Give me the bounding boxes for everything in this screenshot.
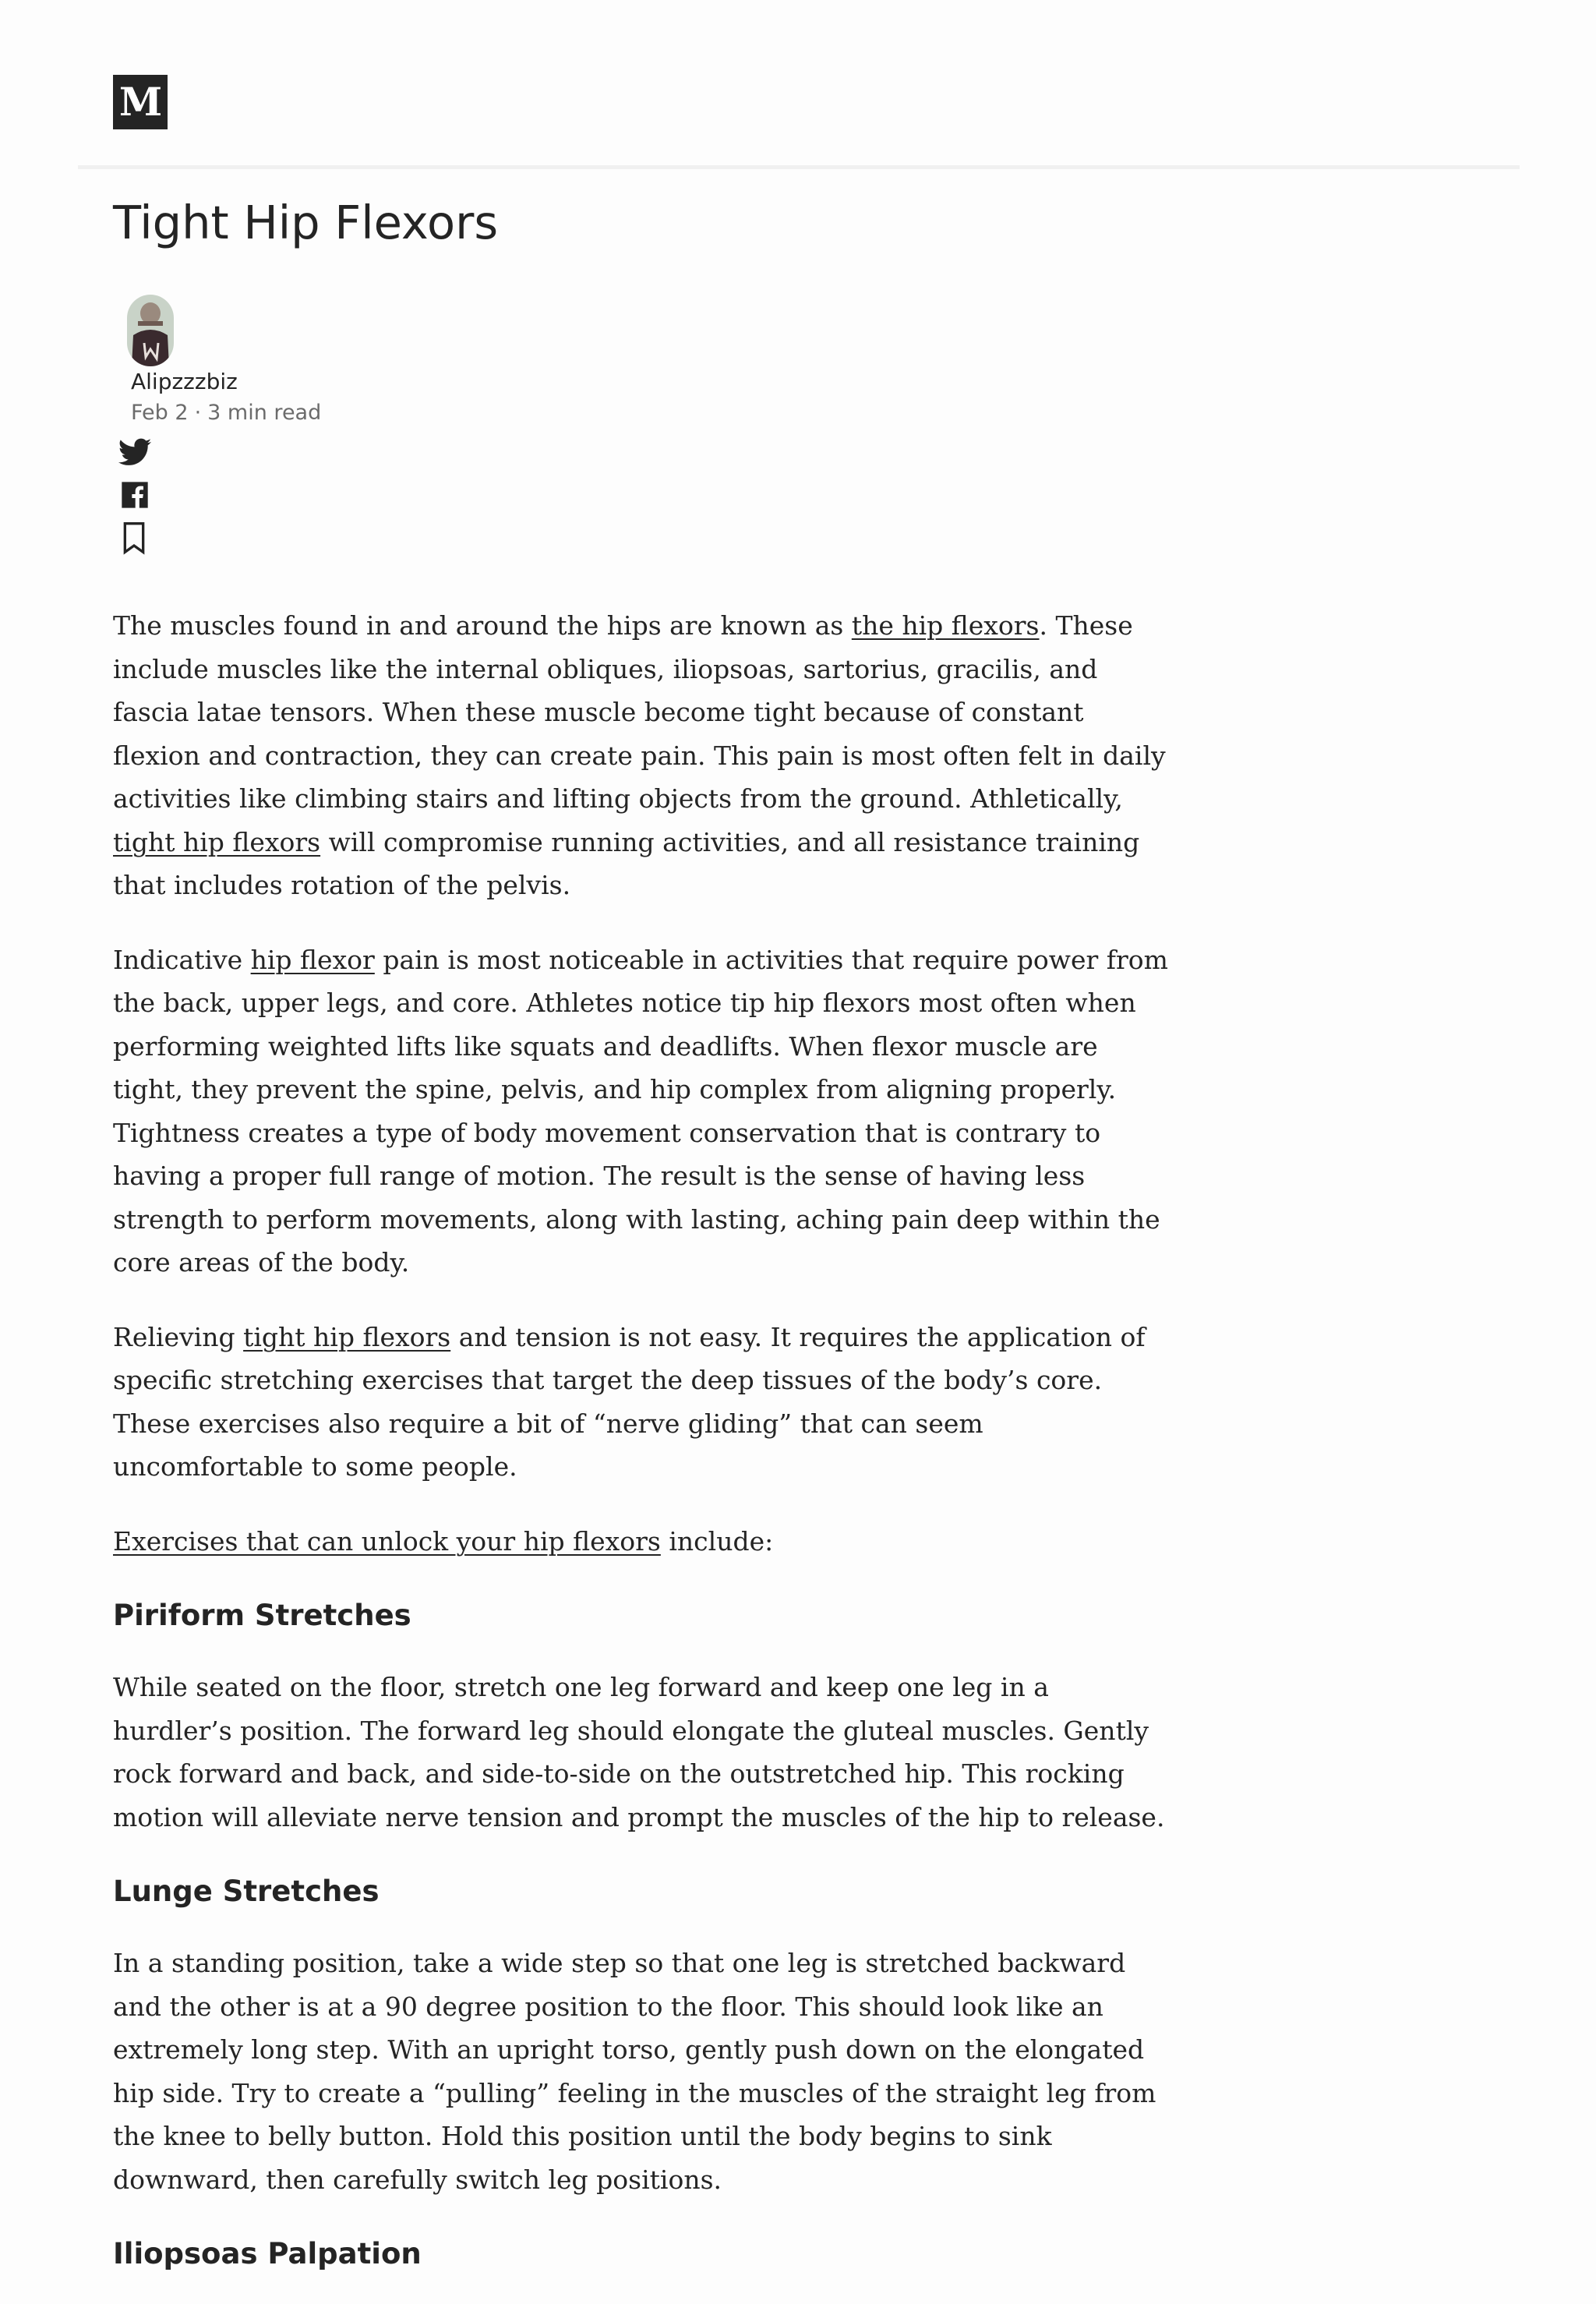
paragraph: [113, 1520, 1173, 1564]
read-time: 3 min read: [207, 401, 322, 425]
paragraph-text: . These include muscles like the internal obliques, iliopsoas, sartorius, gracilis, and fascia latae tensors. When these muscle become tight because of constant flexion and contraction, they can create pain. This pain is most often felt in daily activities like climbing stairs and lifting objects from the ground. Athletically,: [113, 610, 1166, 814]
paragraph-text: Indicative: [113, 944, 251, 975]
post-date: Feb 2: [131, 401, 189, 425]
paragraph: While seated on the floor, stretch one leg forward and keep one leg in a hurdler’s position. The forward leg should elongate the gluteal muscles. Gently rock forward and back, and side-to-side on the outstretched hip. This rocking motion will alleviate nerve tension and prompt the muscles of the hip to release.: [113, 1672, 1165, 1832]
avatar-image: [127, 295, 174, 366]
link-exercises[interactable]: Exercises that can unlock your hip flexors: [113, 1525, 661, 1557]
paragraph-text: The muscles found in and around the hips are known as: [113, 610, 852, 641]
author-name[interactable]: Alipzzzbiz: [131, 369, 238, 394]
article-title: Tight Hip Flexors: [113, 196, 499, 249]
paragraph-text: Relieving: [113, 1321, 244, 1352]
paragraph: [113, 938, 1173, 1285]
paragraph-text: pain is most noticeable in activities that require power from the back, upper legs, and core. Athletes notice tip hip flexors most often when performing weighted lifts like squats and deadlifts. When flexor muscle are tight, they prevent the spine, pelvis, and hip complex from aligning properly. Tightness creates a type of body movement conservation that is contrary to having a proper full range of motion. The result is the sense of having less strength to perform movements, along with lasting, aching pain deep within the core areas of the body.: [113, 944, 1168, 1277]
site-header: [78, 0, 1520, 169]
meta-separator: ·: [194, 401, 202, 425]
section-heading: Piriform Stretches: [113, 1599, 411, 1632]
twitter-icon[interactable]: [117, 435, 153, 471]
post-meta: [131, 399, 321, 427]
medium-logo[interactable]: M: [113, 75, 168, 129]
paragraph-text: and tension is not easy. It requires the application of specific stretching exercises that target the deep tissues of the body’s core. These exercises also require a bit of “nerve gliding” that can seem uncomfortable to some people.: [113, 1321, 1146, 1482]
link-tight-hip-flexors[interactable]: tight hip flexors: [113, 826, 321, 857]
section-heading: Lunge Stretches: [113, 1875, 380, 1908]
paragraph-text: include:: [660, 1525, 774, 1557]
paragraph: [113, 604, 1173, 907]
link-hip-flexors[interactable]: the hip flexors: [851, 610, 1040, 641]
link-hip-flexor[interactable]: hip flexor: [250, 944, 375, 975]
bookmark-icon[interactable]: [118, 521, 150, 555]
article-body: [113, 604, 1173, 2304]
author-avatar[interactable]: [127, 295, 174, 366]
paragraph: [113, 1316, 1173, 1489]
paragraph: In a standing position, take a wide step so that one leg is stretched backward and the other is at a 90 degree position to the floor. This should look like an extremely long step. With an upright torso, gently push down on the elongated hip side. Try to create a “pulling” feeling in the muscles of the straight leg from the knee to belly button. Hold this position until the body begins to sink downward, then carefully switch leg positions.: [113, 1948, 1156, 2195]
paragraph-text: will compromise running activities, and all resistance training that includes rotation of the pelvis.: [113, 826, 1140, 900]
section-heading: Iliopsoas Palpation: [113, 2237, 422, 2270]
facebook-icon[interactable]: [119, 479, 150, 511]
link-tight-hip-flexors-2[interactable]: tight hip flexors: [243, 1321, 451, 1352]
